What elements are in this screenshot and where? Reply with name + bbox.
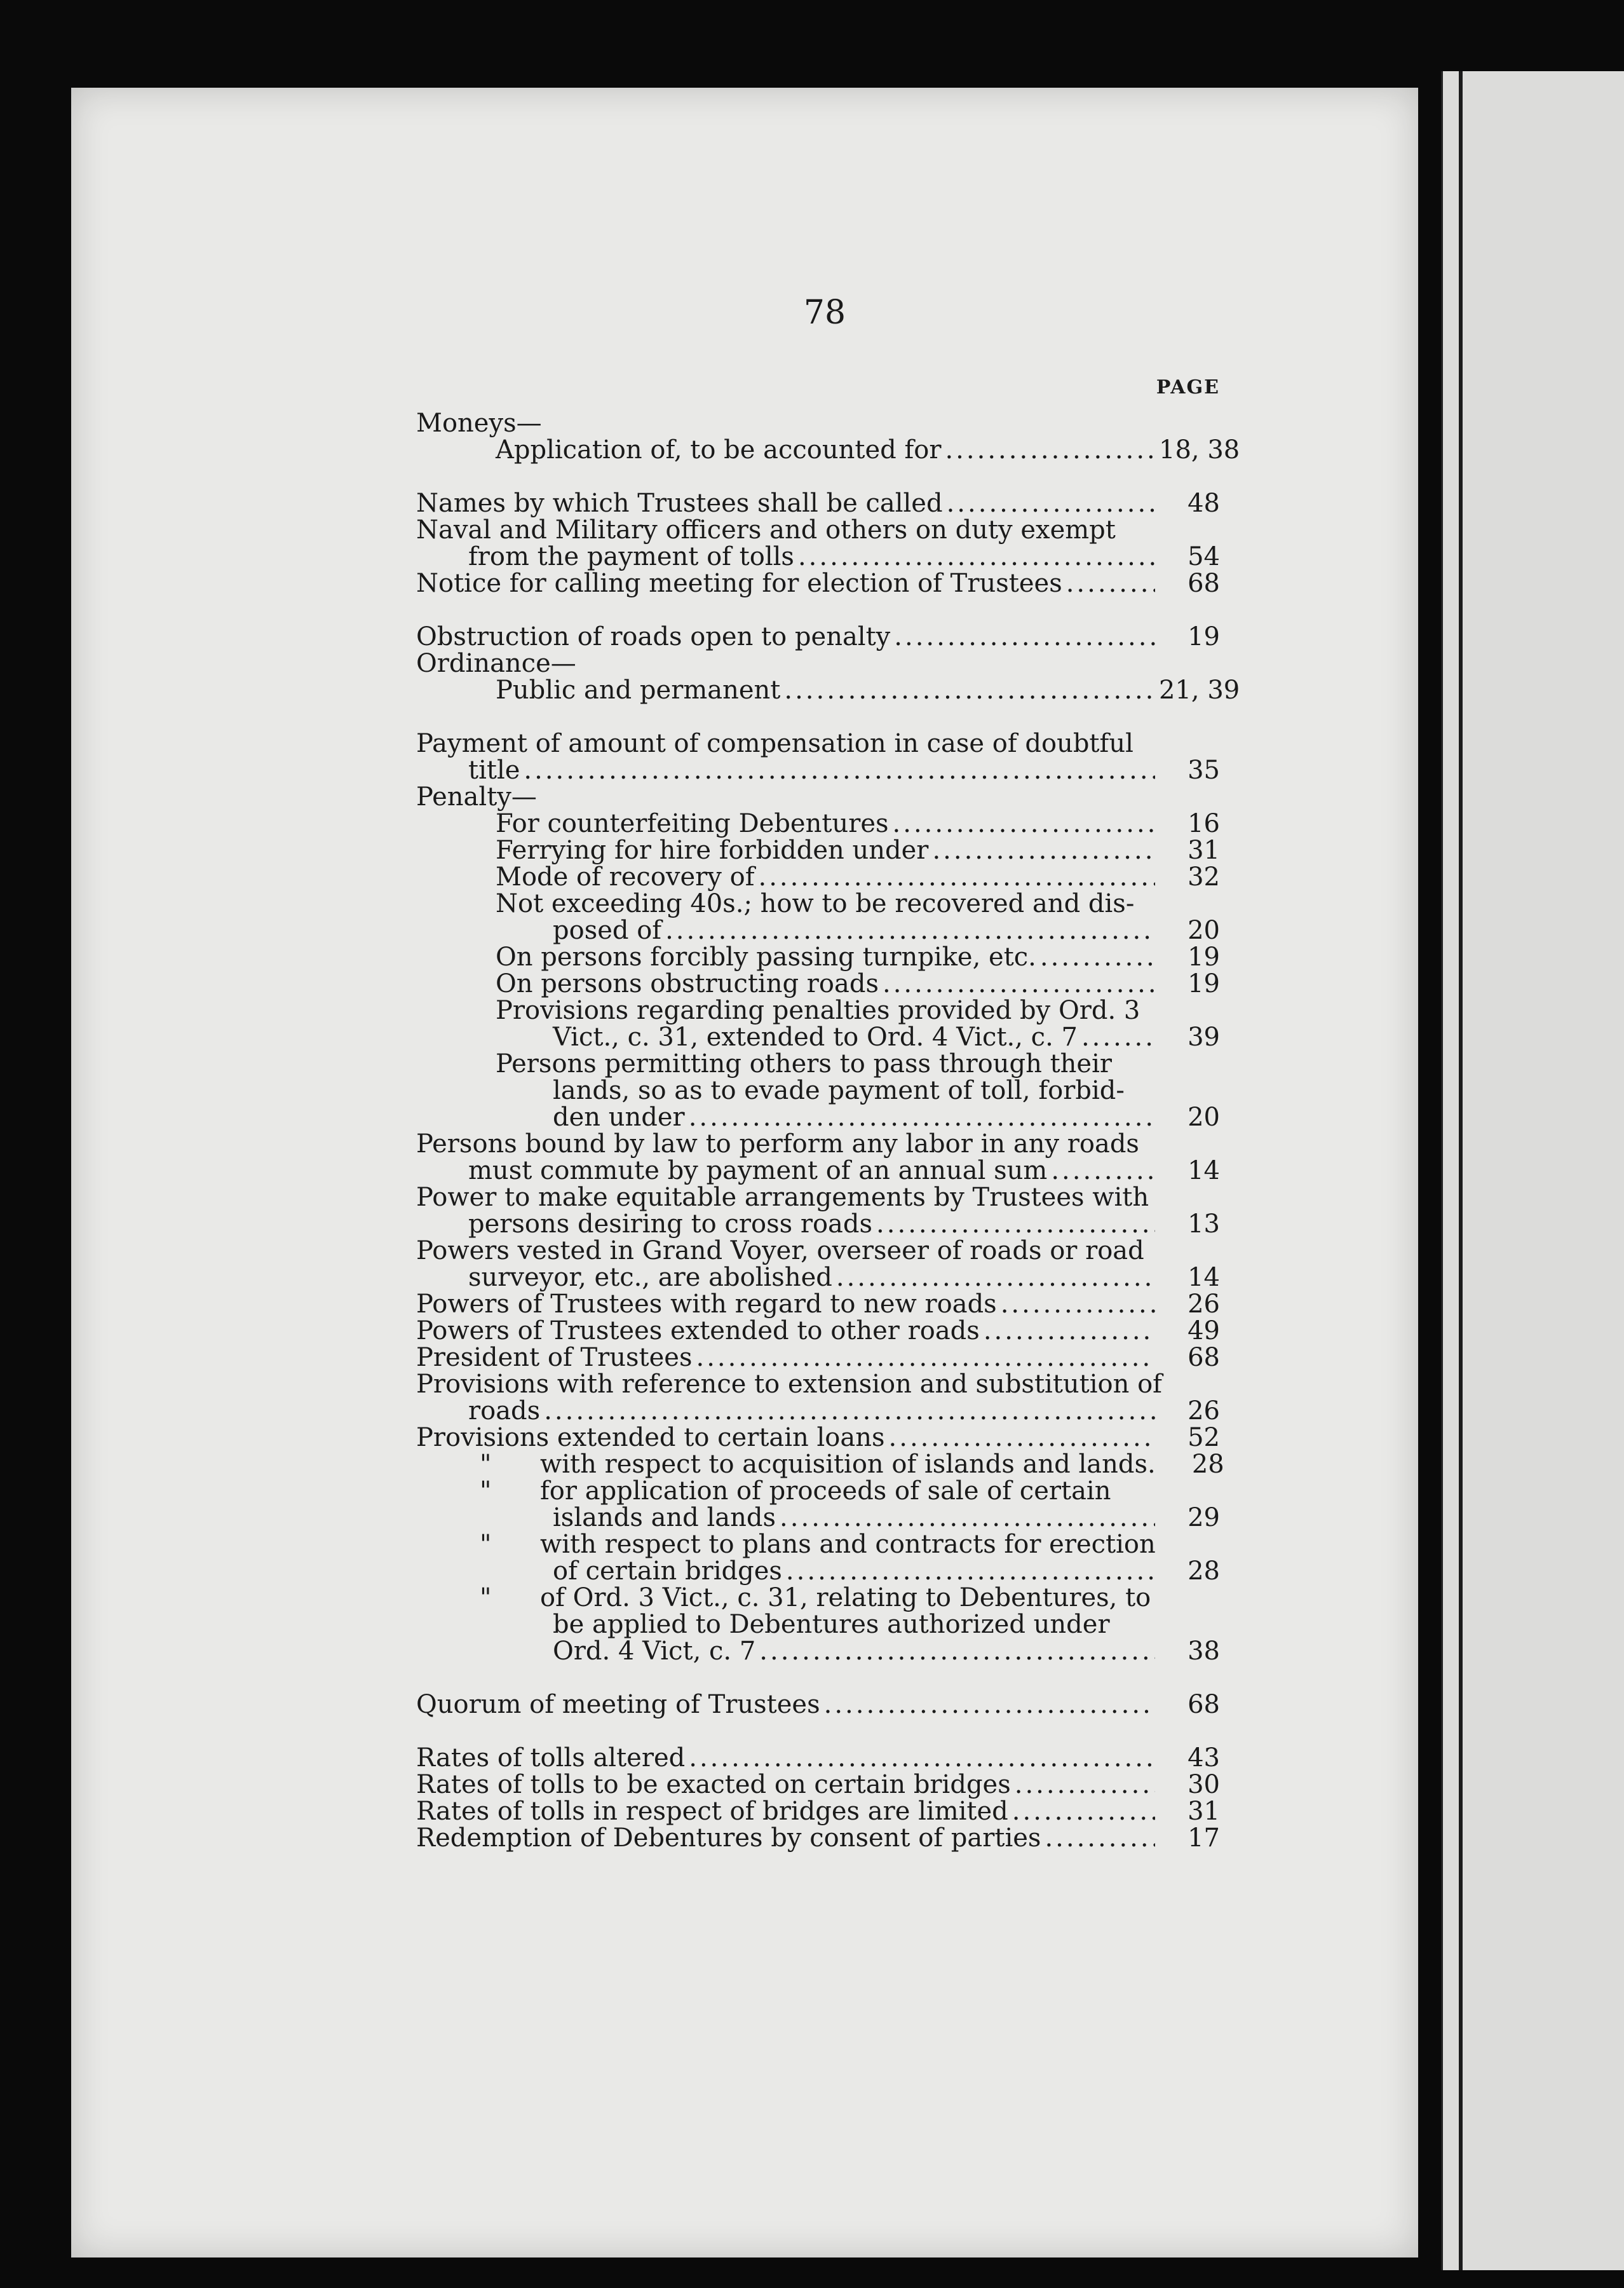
index-entry [416, 917, 1220, 944]
index-entry [416, 1584, 1220, 1611]
index-entry-text: with respect to plans and contracts for erection [540, 1530, 1156, 1559]
index-entry [416, 970, 1220, 997]
index-entry [416, 676, 1240, 705]
index-entry-text: On persons obstructing roads [496, 969, 879, 998]
index-entry-text: must commute by payment of an annual sum [468, 1156, 1048, 1185]
index-page-ref: 19 [1188, 622, 1220, 651]
index-page-ref: 13 [1188, 1209, 1220, 1239]
ditto-mark: " [480, 1530, 492, 1559]
ditto-mark: " [480, 1476, 492, 1506]
index-page-ref: 43 [1188, 1743, 1220, 1773]
index-entry-text: with respect to acquisition of islands and lands. [540, 1450, 1156, 1479]
ditto-mark: " [480, 1583, 492, 1612]
index-entry [416, 1771, 1220, 1798]
index-page-ref: 28 [1191, 1450, 1224, 1479]
page-number: 78 [803, 294, 846, 332]
index-page-ref: 38 [1188, 1637, 1220, 1666]
index-entry [416, 890, 1220, 917]
page-gutter [1459, 71, 1463, 2270]
index-entry [416, 1157, 1220, 1184]
index-entry-text: Powers of Trustees extended to other roads [416, 1316, 980, 1345]
leader-dots [984, 1318, 1155, 1344]
index-entry [416, 864, 1220, 890]
index-entry-text: President of Trustees [416, 1343, 693, 1372]
index-entry-text: Naval and Military officers and others on duty exempt [416, 515, 1116, 545]
index-entry-text: Persons permitting others to pass through their [496, 1049, 1113, 1079]
index-entry [416, 1024, 1220, 1051]
index-entry-text: Rates of tolls altered [416, 1743, 686, 1773]
index-page-ref: 19 [1188, 969, 1220, 998]
index-entry-text: Public and permanent [496, 676, 781, 705]
index-page-ref: 20 [1188, 916, 1220, 945]
leader-dots [894, 623, 1155, 650]
index-spacer [416, 704, 1220, 730]
leader-dots [759, 864, 1156, 890]
index-entry [416, 1131, 1220, 1157]
leader-dots [1012, 1798, 1155, 1825]
index-entry [416, 1531, 1220, 1558]
leader-dots [786, 1558, 1155, 1584]
index-entry [416, 1211, 1220, 1237]
leader-dots [524, 757, 1155, 784]
index-entry-text: posed of [553, 916, 662, 945]
ditto-mark: " [480, 1450, 492, 1479]
leader-dots [824, 1691, 1155, 1718]
index-entry-text: On persons forcibly passing turnpike, etc. [496, 943, 1036, 972]
index-entry-text: for application of proceeds of sale of certain [540, 1476, 1111, 1506]
index-entry [416, 543, 1220, 570]
index-page-ref: 16 [1188, 809, 1220, 838]
index-entry-text: Rates of tolls in respect of bridges are limited [416, 1797, 1008, 1826]
index-entry [416, 1051, 1220, 1077]
leader-dots [1081, 1024, 1155, 1051]
index-entry-text: Quorum of meeting of Trustees [416, 1690, 820, 1719]
index-entry-text: title [468, 756, 520, 785]
index-entry [416, 1344, 1220, 1371]
index-entry-text: from the payment of tolls [468, 542, 794, 571]
index-entry [416, 1077, 1220, 1104]
index-page-ref: 18, 38 [1159, 435, 1240, 465]
index-entry-text: of certain bridges [553, 1556, 782, 1586]
leader-dots [689, 1745, 1155, 1771]
index-entry [416, 810, 1220, 837]
index-page-ref: 52 [1188, 1423, 1220, 1452]
index-entry-text: Persons bound by law to perform any labor in any roads [416, 1129, 1139, 1159]
index-page-ref: 54 [1188, 542, 1220, 571]
index-entry-text: Obstruction of roads open to penalty [416, 622, 891, 651]
leader-dots [1045, 1825, 1155, 1851]
index-entry-text: Provisions regarding penalties provided by Ord. 3 [496, 996, 1140, 1025]
index-entry [416, 1798, 1220, 1825]
index-entry-text: Not exceeding 40s.; how to be recovered and dis- [496, 889, 1135, 918]
index-entry-text: Provisions with reference to extension and substitution of [416, 1370, 1162, 1399]
leader-dots [876, 1211, 1155, 1237]
index-page-ref: 14 [1188, 1156, 1220, 1185]
index-page-ref: 68 [1188, 569, 1220, 598]
index-page-ref: 29 [1188, 1503, 1220, 1532]
leader-dots [883, 970, 1155, 997]
index-entry [416, 435, 1240, 465]
leader-dots [1001, 1291, 1155, 1318]
index-entry [416, 1558, 1220, 1584]
index-entry [416, 410, 1220, 437]
index-spacer [416, 597, 1220, 623]
index-page-ref: 31 [1188, 1797, 1220, 1826]
index-entry-text: Application of, to be accounted for [496, 435, 942, 465]
index-entry [416, 1398, 1220, 1424]
index-page-ref: 28 [1188, 1556, 1220, 1586]
index-entry-text: persons desiring to cross roads [468, 1209, 873, 1239]
index-entry [416, 1237, 1220, 1264]
leader-dots [889, 1424, 1155, 1451]
index-entry-text: Power to make equitable arrangements by Trustees with [416, 1183, 1149, 1212]
leader-dots [784, 677, 1155, 704]
leader-dots [836, 1264, 1155, 1291]
index-entry-text: Names by which Trustees shall be called [416, 489, 943, 518]
index-page-ref: 17 [1188, 1823, 1220, 1853]
index-entry-text: surveyor, etc., are abolished [468, 1263, 832, 1292]
index-entry [416, 1318, 1220, 1344]
leader-dots [945, 437, 1155, 463]
index-entry-text: Notice for calling meeting for election of Trustees [416, 569, 1062, 598]
leader-dots [759, 1638, 1155, 1665]
index-entry [416, 784, 1220, 810]
index-page-ref: 32 [1188, 862, 1220, 892]
index-entry [416, 623, 1220, 650]
index-entry-text: Ord. 4 Vict, c. 7 [553, 1637, 756, 1666]
index-entry [416, 1184, 1220, 1211]
leader-dots [1051, 1157, 1155, 1184]
leader-dots [696, 1344, 1156, 1371]
index-entry-text: lands, so as to evade payment of toll, forbid- [553, 1076, 1125, 1105]
index-entry-text: den under [553, 1103, 685, 1132]
leader-dots [947, 490, 1155, 517]
index-page-ref: 19 [1188, 943, 1220, 972]
index-entry-text: Ordinance— [416, 649, 576, 678]
index-page-ref: 21, 39 [1159, 676, 1240, 705]
index-entry-text: Mode of recovery of [496, 862, 755, 892]
index-page-ref: 20 [1188, 1103, 1220, 1132]
index-entry-text: islands and lands [553, 1503, 776, 1532]
index-entry-text: For counterfeiting Debentures [496, 809, 889, 838]
index-entry-text: be applied to Debentures authorized under [553, 1610, 1110, 1639]
index-entry [416, 1691, 1220, 1718]
leader-dots [544, 1398, 1155, 1424]
index-entry [416, 1825, 1220, 1851]
index-entry-text: Payment of amount of compensation in case of doubtful [416, 729, 1133, 758]
index-page-ref: 68 [1188, 1690, 1220, 1719]
index-entry [416, 997, 1220, 1024]
index-spacer [416, 463, 1220, 490]
index-entry [416, 1478, 1220, 1504]
facing-page-edge [1441, 71, 1624, 2270]
index-entry [416, 1611, 1220, 1638]
index-entry [416, 1745, 1220, 1771]
index-entry [416, 757, 1220, 784]
index-page-ref: 14 [1188, 1263, 1220, 1292]
index-page-ref: 31 [1188, 836, 1220, 865]
index-page-ref: 30 [1188, 1770, 1220, 1799]
index-entry-text: of Ord. 3 Vict., c. 31, relating to Debentures, to [540, 1583, 1151, 1612]
index-page-ref: 26 [1188, 1290, 1220, 1319]
index-page-ref: 68 [1188, 1343, 1220, 1372]
leader-dots [1040, 944, 1155, 970]
index-entry-text: Vict., c. 31, extended to Ord. 4 Vict., c. 7 [553, 1023, 1078, 1052]
leader-dots [932, 837, 1155, 864]
index-entry [416, 650, 1220, 677]
index-entry-text: Powers vested in Grand Voyer, overseer of roads or road [416, 1236, 1144, 1265]
index-entry [416, 490, 1220, 517]
index-entry-text: Rates of tolls to be exacted on certain bridges [416, 1770, 1011, 1799]
leader-dots [780, 1504, 1155, 1531]
index-entry-text: Provisions extended to certain loans [416, 1423, 885, 1452]
index-entry [416, 1371, 1220, 1398]
leader-dots [689, 1104, 1155, 1131]
leader-dots [665, 917, 1155, 944]
index-entry [416, 1450, 1224, 1479]
index-entry-text: Moneys— [416, 409, 542, 438]
index-entry [416, 570, 1220, 597]
index-entry [416, 1291, 1220, 1318]
page-column-label: PAGE [1156, 376, 1220, 398]
leader-dots [893, 810, 1155, 837]
index-list [416, 409, 1240, 1853]
index-entry [416, 837, 1220, 864]
index-entry [416, 1638, 1220, 1665]
index-entry [416, 1504, 1220, 1531]
leader-dots [798, 543, 1155, 570]
index-entry-text: Penalty— [416, 782, 537, 812]
index-page-ref: 49 [1188, 1316, 1220, 1345]
index-entry [416, 1424, 1220, 1451]
leader-dots [1066, 570, 1155, 597]
index-entry [416, 1264, 1220, 1291]
index-spacer [416, 1718, 1220, 1745]
index-page-ref: 48 [1188, 489, 1220, 518]
index-entry-text: roads [468, 1396, 541, 1426]
index-spacer [416, 1665, 1220, 1691]
index-entry [416, 730, 1220, 757]
index-entry-text: Powers of Trustees with regard to new roads [416, 1290, 997, 1319]
index-page-ref: 26 [1188, 1396, 1220, 1426]
index-entry [416, 517, 1220, 543]
index-page-ref: 35 [1188, 756, 1220, 785]
index-entry-text: Redemption of Debentures by consent of parties [416, 1823, 1041, 1853]
index-entry-text: Ferrying for hire forbidden under [496, 836, 929, 865]
index-entry [416, 944, 1220, 970]
index-page-ref: 39 [1188, 1023, 1220, 1052]
leader-dots [1015, 1771, 1155, 1798]
index-entry [416, 1104, 1220, 1131]
